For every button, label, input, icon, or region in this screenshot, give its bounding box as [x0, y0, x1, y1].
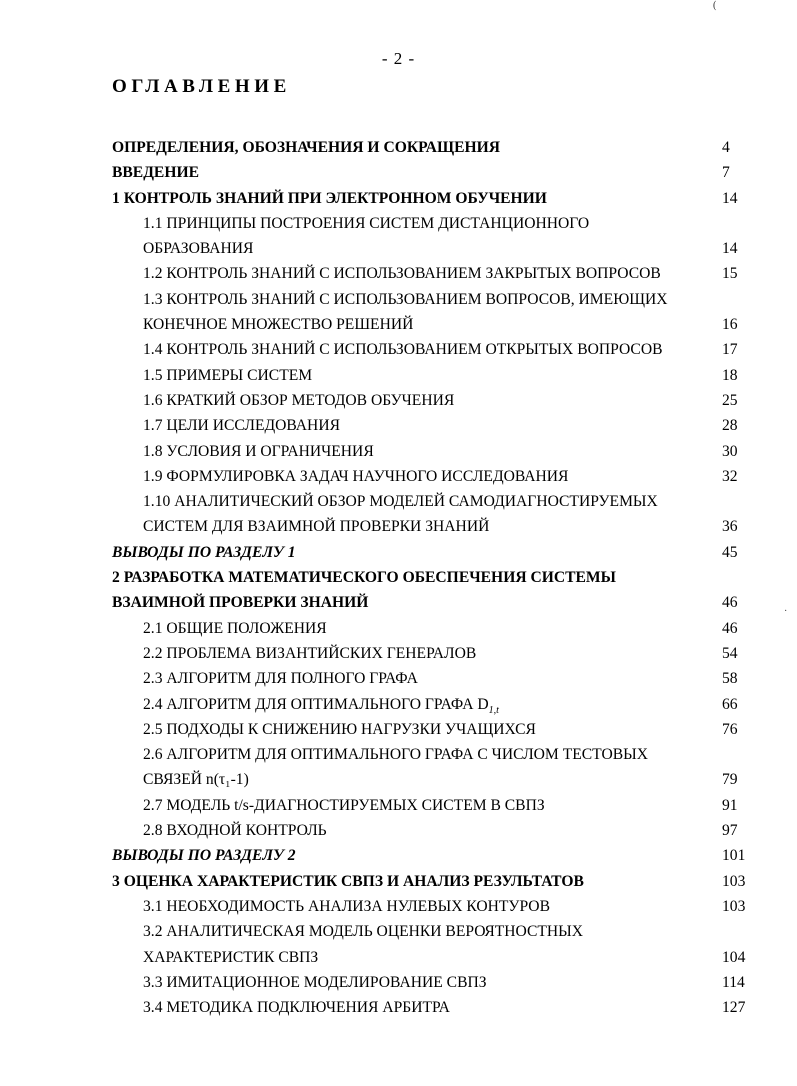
toc-entry — [0, 565, 797, 590]
toc-entry — [0, 413, 797, 438]
toc-entry — [0, 843, 797, 868]
toc-entry-title: 1.9 ФОРМУЛИРОВКА ЗАДАЧ НАУЧНОГО ИССЛЕДОВАНИЯ — [143, 467, 569, 485]
toc-entry — [0, 363, 797, 388]
toc-entry-page: 54 — [722, 644, 738, 662]
toc-heading: ОГЛАВЛЕНИЕ — [112, 76, 291, 97]
toc-entry-page: 15 — [722, 265, 738, 283]
toc-entry-title: 3.1 НЕОБХОДИМОСТЬ АНАЛИЗА НУЛЕВЫХ КОНТУРОВ — [143, 897, 550, 915]
toc-entry — [0, 135, 797, 160]
toc-entry-page: 7 — [722, 164, 730, 182]
toc-entry-title: 3.2 АНАЛИТИЧЕСКАЯ МОДЕЛЬ ОЦЕНКИ ВЕРОЯТНОСТНЫХ — [143, 923, 584, 941]
toc-entry — [0, 540, 797, 565]
toc-entry-title: 1.4 КОНТРОЛЬ ЗНАНИЙ С ИСПОЛЬЗОВАНИЕМ ОТКРЫТЫХ ВОПРОСОВ — [143, 341, 663, 359]
toc-entry-title: 2 РАЗРАБОТКА МАТЕМАТИЧЕСКОГО ОБЕСПЕЧЕНИЯ СИСТЕМЫ — [112, 569, 616, 587]
table-of-contents — [0, 135, 797, 1020]
toc-entry-title: КОНЕЧНОЕ МНОЖЕСТВО РЕШЕНИЙ — [143, 316, 414, 334]
toc-entry — [0, 261, 797, 286]
toc-entry-title: СИСТЕМ ДЛЯ ВЗАИМНОЙ ПРОВЕРКИ ЗНАНИЙ — [143, 518, 490, 536]
toc-entry-page: 14 — [722, 189, 738, 207]
toc-entry-title: 2.6 АЛГОРИТМ ДЛЯ ОПТИМАЛЬНОГО ГРАФА С ЧИСЛОМ ТЕСТОВЫХ — [143, 746, 648, 764]
toc-entry-subscript: 1,t — [488, 704, 499, 716]
toc-entry-title: 1.1 ПРИНЦИПЫ ПОСТРОЕНИЯ СИСТЕМ ДИСТАНЦИОННОГО — [143, 214, 590, 232]
toc-entry-page: 103 — [722, 872, 746, 890]
toc-entry — [0, 236, 797, 261]
toc-entry — [0, 287, 797, 312]
toc-entry-page: 79 — [722, 771, 738, 789]
toc-entry-title: 2.3 АЛГОРИТМ ДЛЯ ПОЛНОГО ГРАФА — [143, 670, 418, 688]
toc-entry-title: 1.8 УСЛОВИЯ И ОГРАНИЧЕНИЯ — [143, 442, 374, 460]
toc-entry-page: 91 — [722, 796, 738, 814]
toc-entry — [0, 666, 797, 691]
toc-entry-page: 66 — [722, 695, 738, 713]
toc-entry-page: 36 — [722, 518, 738, 536]
toc-entry-page: 18 — [722, 366, 738, 384]
toc-entry-title: 1.6 КРАТКИЙ ОБЗОР МЕТОДОВ ОБУЧЕНИЯ — [143, 391, 455, 409]
toc-entry-title: ВЫВОДЫ ПО РАЗДЕЛУ 2 — [112, 847, 296, 865]
toc-entry — [0, 641, 797, 666]
toc-entry — [0, 616, 797, 641]
scan-dot: · — [784, 606, 788, 617]
toc-entry-title: 1.2 КОНТРОЛЬ ЗНАНИЙ С ИСПОЛЬЗОВАНИЕМ ЗАКРЫТЫХ ВОПРОСОВ — [143, 265, 661, 283]
toc-entry-page: 97 — [722, 822, 738, 840]
toc-entry — [0, 945, 797, 970]
toc-entry-page: 58 — [722, 670, 738, 688]
toc-entry-title: 1.3 КОНТРОЛЬ ЗНАНИЙ С ИСПОЛЬЗОВАНИЕМ ВОПРОСОВ, ИМЕЮЩИХ — [143, 290, 668, 308]
toc-entry-page: 46 — [722, 594, 738, 612]
toc-entry-title: ВЗАИМНОЙ ПРОВЕРКИ ЗНАНИЙ — [112, 594, 369, 612]
toc-entry — [0, 590, 797, 615]
toc-entry-page: 76 — [722, 720, 738, 738]
toc-entry-title: 1.7 ЦЕЛИ ИССЛЕДОВАНИЯ — [143, 417, 340, 435]
toc-entry — [0, 439, 797, 464]
toc-entry — [0, 489, 797, 514]
toc-entry-title: 2.8 ВХОДНОЙ КОНТРОЛЬ — [143, 822, 327, 840]
toc-entry — [0, 692, 797, 717]
toc-entry — [0, 742, 797, 767]
toc-entry-title: ВВЕДЕНИЕ — [112, 164, 199, 182]
toc-entry-title: 3 ОЦЕНКА ХАРАКТЕРИСТИК СВПЗ И АНАЛИЗ РЕЗУЛЬТАТОВ — [112, 872, 584, 890]
toc-entry-page: 25 — [722, 391, 738, 409]
toc-entry-page: 46 — [722, 619, 738, 637]
toc-entry — [0, 970, 797, 995]
toc-entry-title: 1 КОНТРОЛЬ ЗНАНИЙ ПРИ ЭЛЕКТРОННОМ ОБУЧЕНИИ — [112, 189, 547, 207]
toc-entry — [0, 312, 797, 337]
toc-entry-page: 14 — [722, 240, 738, 258]
toc-entry-title: 2.4 АЛГОРИТМ ДЛЯ ОПТИМАЛЬНОГО ГРАФА $D_{1,t}$ — [143, 695, 499, 716]
toc-entry-page: 32 — [722, 467, 738, 485]
toc-entry-page: 28 — [722, 417, 738, 435]
toc-entry — [0, 337, 797, 362]
toc-entry-title: 2.7 МОДЕЛЬ t/s-ДИАГНОСТИРУЕМЫХ СИСТЕМ В СВПЗ — [143, 796, 545, 814]
toc-entry-title: 1.5 ПРИМЕРЫ СИСТЕМ — [143, 366, 313, 384]
toc-entry-title: 2.1 ОБЩИЕ ПОЛОЖЕНИЯ — [143, 619, 327, 637]
toc-entry-page: 4 — [722, 139, 730, 156]
toc-entry-page: 45 — [722, 543, 738, 561]
toc-entry — [0, 767, 797, 792]
toc-entry — [0, 186, 797, 211]
toc-entry — [0, 793, 797, 818]
toc-entry-title: 3.4 МЕТОДИКА ПОДКЛЮЧЕНИЯ АРБИТРА — [143, 999, 450, 1017]
toc-entry — [0, 464, 797, 489]
page-number: - 2 - — [381, 49, 416, 68]
toc-entry-title: ВЫВОДЫ ПО РАЗДЕЛУ 1 — [112, 543, 296, 561]
toc-entry-page: 16 — [722, 316, 738, 334]
toc-entry — [0, 869, 797, 894]
toc-entry — [0, 995, 797, 1020]
toc-entry-title: ОБРАЗОВАНИЯ — [143, 240, 254, 258]
toc-entry — [0, 818, 797, 843]
toc-entry-page: 17 — [722, 341, 738, 359]
toc-entry — [0, 919, 797, 944]
toc-entry-title: 2.2 ПРОБЛЕМА ВИЗАНТИЙСКИХ ГЕНЕРАЛОВ — [143, 644, 477, 662]
toc-entry — [0, 388, 797, 413]
toc-entry-page: 103 — [722, 897, 746, 915]
toc-entry-title: СВЯЗЕЙ n(τ₁-1) — [143, 771, 249, 789]
toc-entry — [0, 717, 797, 742]
toc-entry-page: 30 — [722, 442, 738, 460]
toc-entry — [0, 514, 797, 539]
toc-entry-page: 127 — [722, 999, 746, 1017]
toc-entry-page: 114 — [722, 973, 745, 991]
toc-entry-title: ХАРАКТЕРИСТИК СВПЗ — [143, 948, 319, 966]
toc-entry-title: 3.3 ИМИТАЦИОННОЕ МОДЕЛИРОВАНИЕ СВПЗ — [143, 973, 487, 991]
toc-entry-page: 104 — [722, 948, 746, 966]
scan-mark: ( — [713, 0, 717, 11]
toc-entry — [0, 894, 797, 919]
toc-entry-title: ОПРЕДЕЛЕНИЯ, ОБОЗНАЧЕНИЯ И СОКРАЩЕНИЯ — [112, 139, 500, 156]
toc-entry — [0, 160, 797, 185]
toc-entry — [0, 211, 797, 236]
toc-entry-page: 101 — [722, 847, 746, 865]
toc-entry-title: 1.10 АНАЛИТИЧЕСКИЙ ОБЗОР МОДЕЛЕЙ САМОДИАГНОСТИРУЕМЫХ — [143, 493, 658, 511]
toc-entry-title: 2.5 ПОДХОДЫ К СНИЖЕНИЮ НАГРУЗКИ УЧАЩИХСЯ — [143, 720, 536, 738]
